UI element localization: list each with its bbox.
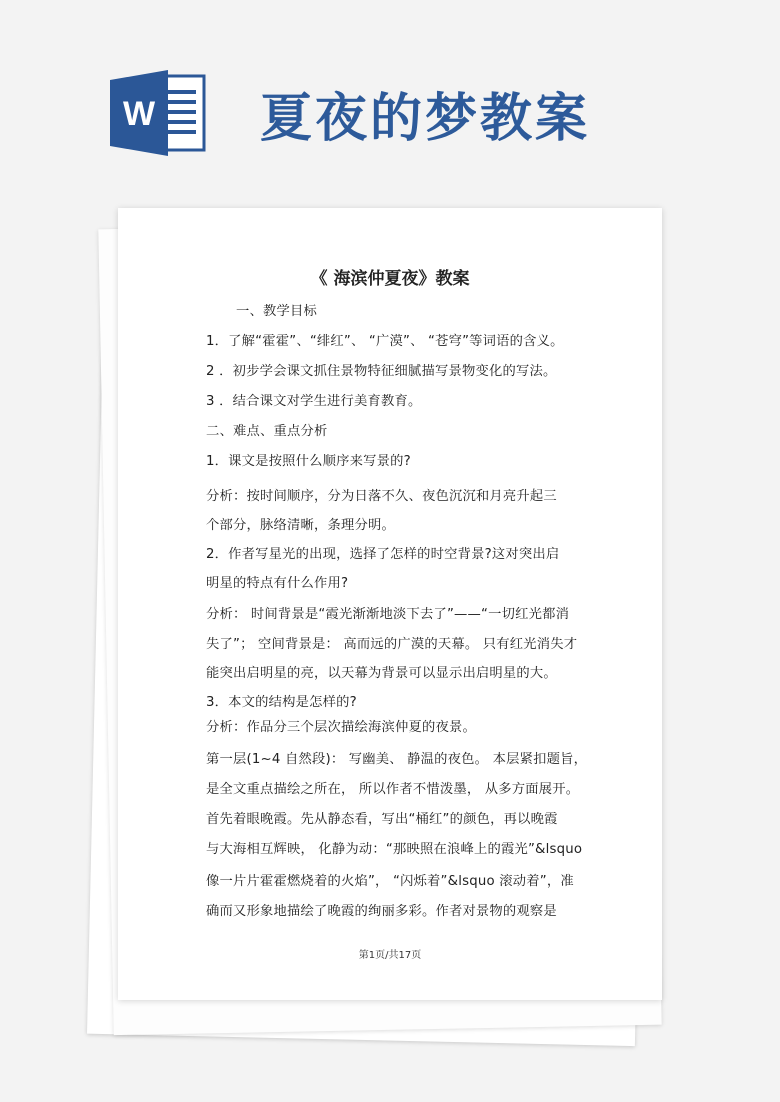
- text-line: 1．课文是按照什么顺序来写景的?: [206, 454, 411, 469]
- text-line: 失了”； 空间背景是： 高而远的广漠的天幕。 只有红光消失才: [206, 637, 578, 652]
- text-line: 二、难点、重点分析: [206, 424, 328, 439]
- text-line: 分析：按时间顺序，分为日落不久、夜色沉沉和月亮升起三: [206, 489, 557, 504]
- text-line: 3．本文的结构是怎样的?: [206, 695, 357, 710]
- text-line: 分析：作品分三个层次描绘海滨仲夏的夜景。: [206, 720, 476, 735]
- text-line: 个部分，脉络清晰，条理分明。: [206, 518, 395, 533]
- text-line: 2．作者写星光的出现，选择了怎样的时空背景?这对突出启: [206, 547, 560, 562]
- text-line: 首先着眼晚霞。先从静态看，写出“桶红”的颜色，再以晚霞: [206, 812, 558, 827]
- logo-letter: W: [122, 95, 156, 133]
- text-line: 明星的特点有什么作用?: [206, 576, 349, 591]
- word-logo-icon: [108, 68, 208, 158]
- text-line: 分析： 时间背景是“霞光渐渐地淡下去了”——“一切红光都消: [206, 607, 570, 622]
- text-line: 1．了解“霍霍”、“绯红”、 “广漠”、 “苍穹”等词语的含义。: [206, 334, 564, 349]
- document-page: [118, 208, 662, 1000]
- text-line: 第一层(1~4 自然段)： 写幽美、 静温的夜色。 本层紧扣题旨，: [206, 752, 588, 767]
- text-line: 2 ．初步学会课文抓住景物特征细腻描写景物变化的写法。: [206, 364, 557, 379]
- text-line: 确而又形象地描绘了晚霞的绚丽多彩。作者对景物的观察是: [206, 904, 557, 919]
- text-line: 一、教学目标: [236, 304, 317, 319]
- text-line: 像一片片霍霍燃烧着的火焰”， “闪烁着”&lsquo 滚动着”，准: [206, 874, 574, 889]
- page-number: 第1页/共17页: [358, 950, 422, 961]
- text-line: 是全文重点描绘之所在， 所以作者不惜泼墨， 从多方面展开。: [206, 782, 580, 797]
- text-line: 3 ．结合课文对学生进行美育教育。: [206, 394, 422, 409]
- banner-title: 夏夜的梦教案: [260, 88, 591, 149]
- document-heading: 《 海滨仲夏夜》教案: [310, 269, 470, 289]
- text-line: 与大海相互辉映， 化静为动：“那映照在浪峰上的霞光”&lsquo: [206, 842, 583, 857]
- text-line: 能突出启明星的亮，以天幕为背景可以显示出启明星的大。: [206, 666, 557, 681]
